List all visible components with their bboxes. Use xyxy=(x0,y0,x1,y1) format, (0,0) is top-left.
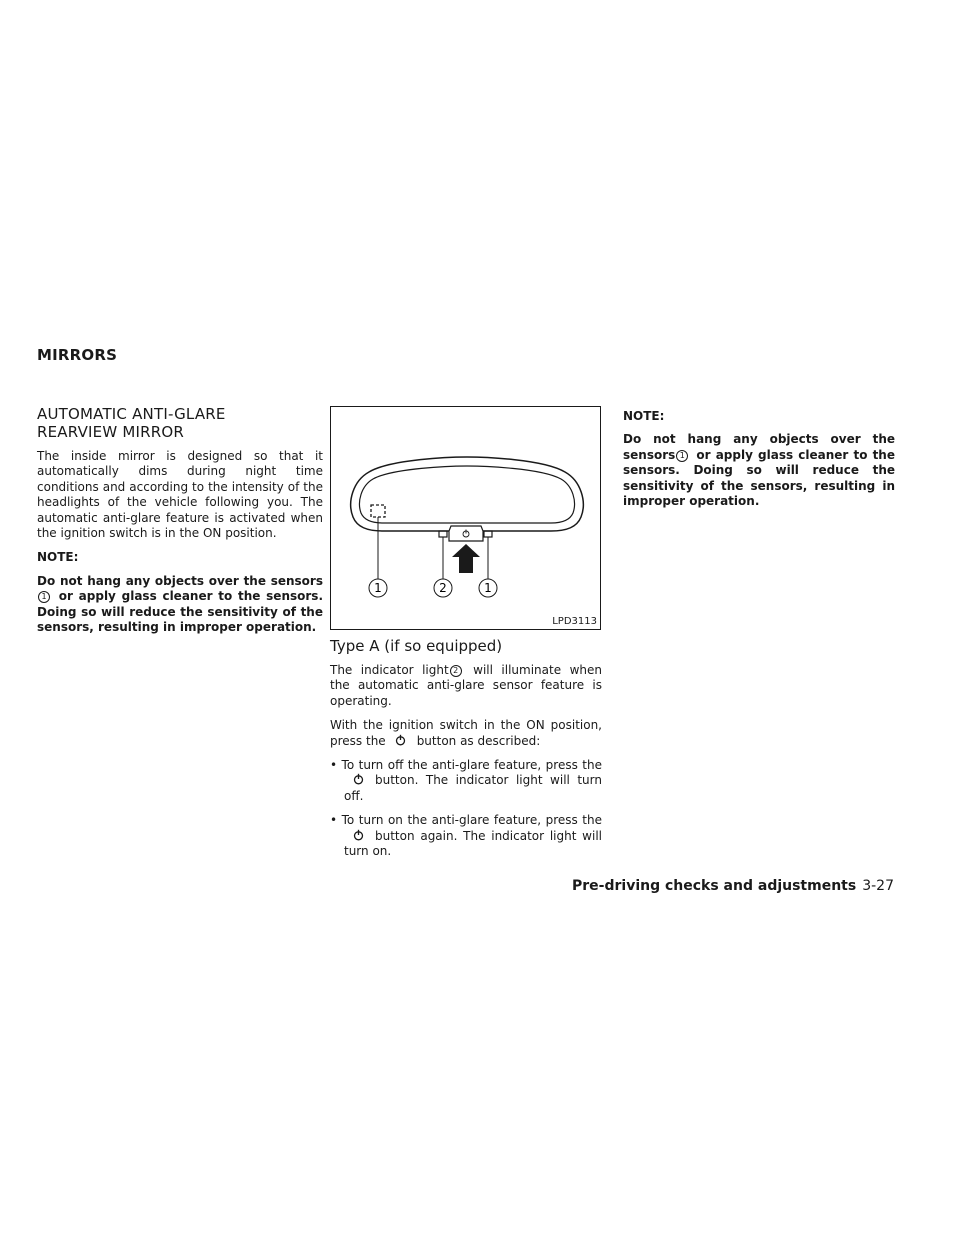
note-label: NOTE: xyxy=(37,550,79,565)
ignition-paragraph xyxy=(330,718,602,749)
mirror-outer-frame xyxy=(351,457,584,531)
page-number: 3-27 xyxy=(862,878,894,894)
heading-line-2: REARVIEW MIRROR xyxy=(37,423,184,441)
mirror-inner-glass xyxy=(360,466,575,523)
figure-id: LPD3113 xyxy=(552,616,597,627)
callout-label-3: 1 xyxy=(484,581,492,595)
note-text-right xyxy=(623,432,895,509)
b1-pre: • To turn off the anti-glare feature, press the xyxy=(330,758,602,773)
b2-post: button again. The indicator light will turn on. xyxy=(344,828,602,859)
mirror-illustration xyxy=(330,406,601,630)
bullet-turn-off xyxy=(330,758,602,804)
power-button-icon xyxy=(394,734,407,746)
heading-line-1: AUTOMATIC ANTI-GLARE xyxy=(37,405,226,423)
p1-pre: The indicator light xyxy=(330,663,449,677)
power-button-icon xyxy=(352,829,365,841)
front-sensor xyxy=(371,505,385,517)
page-footer xyxy=(572,878,894,894)
rear-sensor xyxy=(484,531,492,537)
note-text-post: or apply glass cleaner to the sensors. Doing so will reduce the sensitivity of the sensors, resulting in improper operation. xyxy=(37,589,323,635)
p2-post: button as described: xyxy=(416,733,541,748)
rearview-mirror-diagram xyxy=(331,407,600,629)
left-column xyxy=(37,405,323,644)
middle-column xyxy=(330,637,602,868)
note-right-pre: Do not hang any objects over the sensors xyxy=(623,432,895,462)
callout-ref-2: 2 xyxy=(450,665,462,677)
chapter-title: Pre-driving checks and adjustments xyxy=(572,878,857,894)
callout-ref-1: 1 xyxy=(38,591,50,603)
callout-ref-1-right: 1 xyxy=(676,450,688,462)
b2-pre: • To turn on the anti-glare feature, press the xyxy=(330,813,602,828)
section-title: MIRRORS xyxy=(37,346,118,364)
power-button-icon xyxy=(352,773,365,785)
intro-paragraph: The inside mirror is designed so that it automatically dims during night time conditions and according to the intensity of the headlights of the vehicle following you. The automatic anti-glare feature is activated when the ignition switch is in the ON position. xyxy=(37,449,323,541)
note-text-pre: Do not hang any objects over the sensors xyxy=(37,573,323,588)
note-text xyxy=(37,574,323,636)
indicator-light xyxy=(439,531,447,537)
indicator-paragraph xyxy=(330,663,602,709)
note-right-post: or apply glass cleaner to the sensors. Doing so will reduce the sensitivity of the sensors, resulting in improper operation. xyxy=(623,447,895,509)
note-label-right: NOTE: xyxy=(623,409,665,423)
callout-label-1: 1 xyxy=(374,581,382,595)
bullet-turn-on xyxy=(330,813,602,859)
subheading: Type A (if so equipped) xyxy=(330,637,503,655)
press-arrow-icon xyxy=(452,544,480,573)
main-heading xyxy=(37,405,323,441)
p2-pre: With the ignition switch in the ON position, press the xyxy=(330,718,602,748)
p1-post: will illuminate when the automatic anti-glare sensor feature is operating. xyxy=(330,663,602,708)
callout-label-2: 2 xyxy=(439,581,447,595)
right-column xyxy=(623,405,895,518)
b1-post: button. The indicator light will turn off. xyxy=(344,773,602,803)
